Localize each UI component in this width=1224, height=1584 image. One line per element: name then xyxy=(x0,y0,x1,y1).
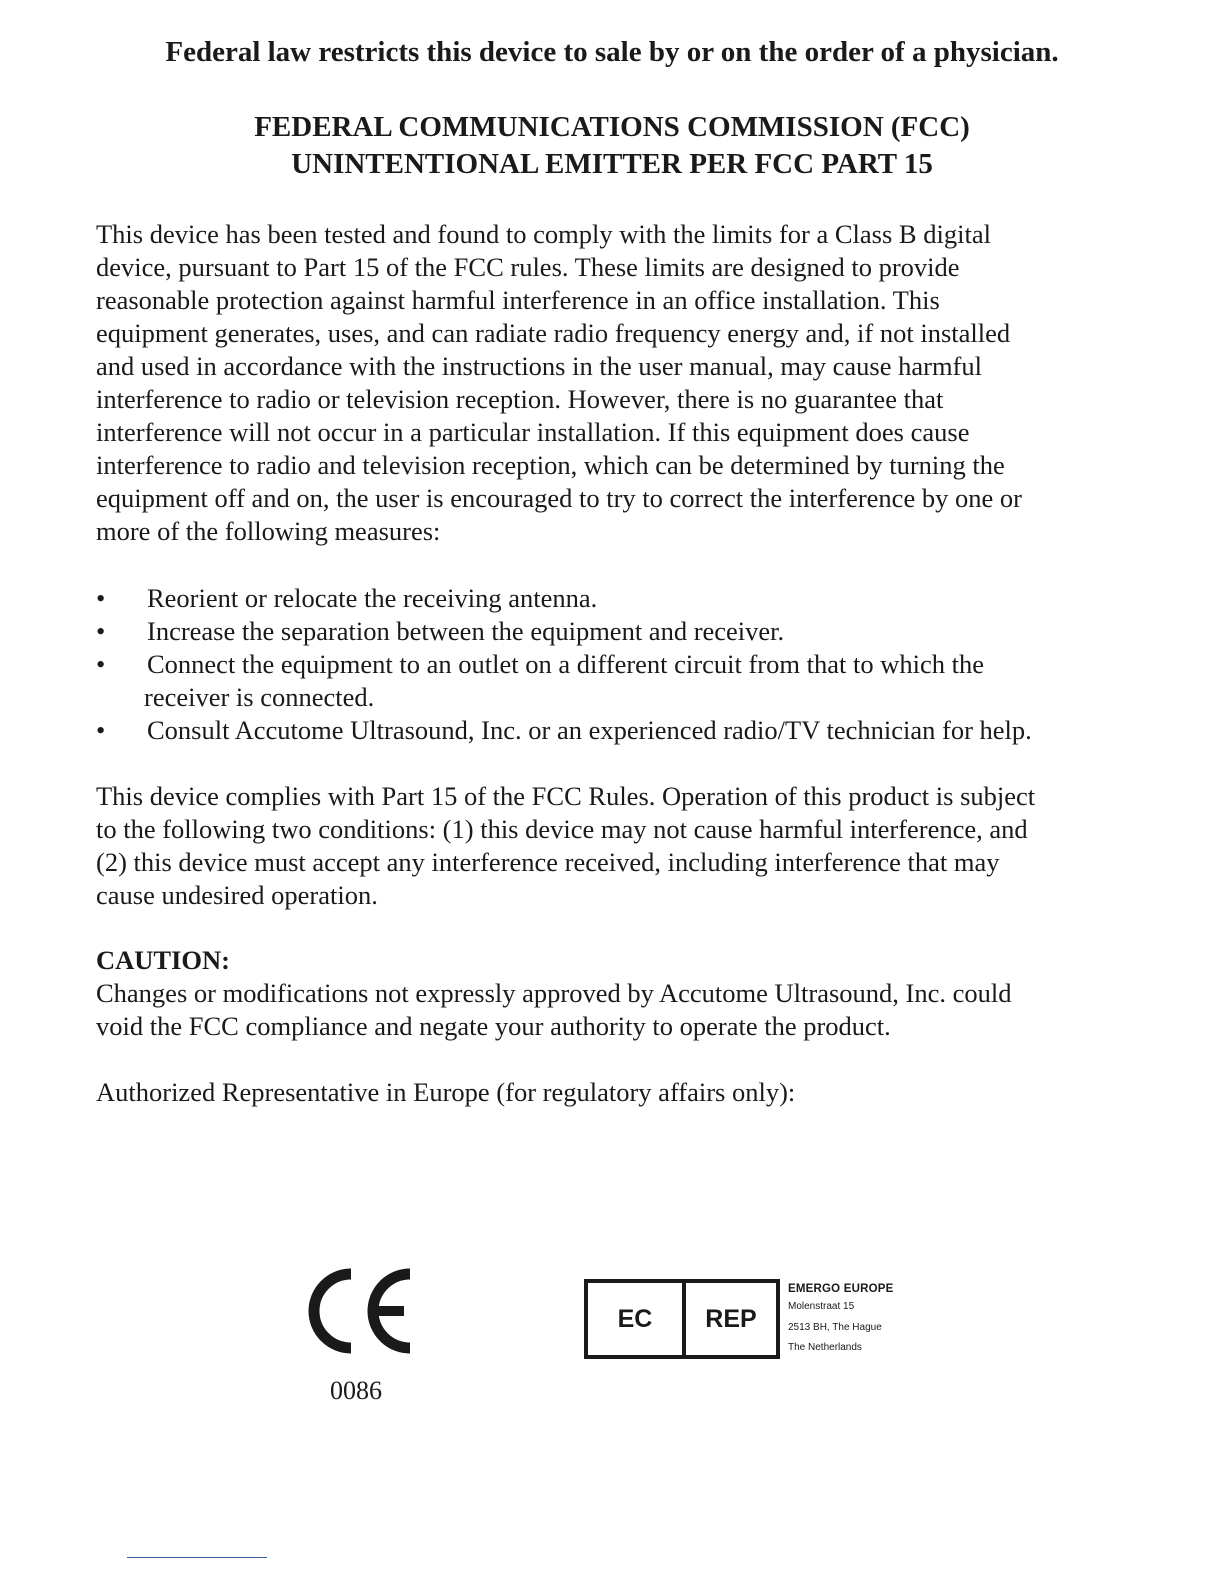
paragraph-line: interference to radio or television reception. However, there is no guarantee that xyxy=(96,384,944,414)
paragraph-line: cause undesired operation. xyxy=(96,880,378,910)
paragraph-line: (2) this device must accept any interference received, including interference that may xyxy=(96,847,1000,877)
list-item xyxy=(96,714,1126,747)
bullet-icon: • xyxy=(96,583,106,613)
ec-rep-left-label: EC xyxy=(588,1283,686,1355)
list-item-text: Increase the separation between the equipment and receiver. xyxy=(147,616,785,646)
paragraph-line: to the following two conditions: (1) this device may not cause harmful interference, and xyxy=(96,814,1028,844)
fcc-heading-line-1: FEDERAL COMMUNICATIONS COMMISSION (FCC) xyxy=(254,111,970,143)
ce-mark-icon xyxy=(296,1264,416,1358)
list-item-text: Consult Accutome Ultrasound, Inc. or an experienced radio/TV technician for help. xyxy=(147,715,1032,745)
interference-measures-list xyxy=(96,582,1126,747)
list-item-text: Connect the equipment to an outlet on a different circuit from that to which the xyxy=(147,649,984,679)
paragraph-line: interference will not occur in a particular installation. If this equipment does cause xyxy=(96,417,970,447)
rep-address-line: Molenstraat 15 xyxy=(788,1301,855,1312)
caution-heading: CAUTION: xyxy=(96,945,230,975)
authorized-representative-line xyxy=(96,1076,1106,1109)
paragraph-line: Authorized Representative in Europe (for regulatory affairs only): xyxy=(96,1077,796,1107)
paragraph-line: equipment generates, uses, and can radiate radio frequency energy and, if not installed xyxy=(96,318,1011,348)
footer-link-underline xyxy=(127,1557,267,1558)
fcc-compliance-paragraph xyxy=(96,218,1106,548)
list-item xyxy=(96,648,1126,714)
paragraph-line: This device has been tested and found to comply with the limits for a Class B digital xyxy=(96,219,991,249)
ce-notified-body-number: 0086 xyxy=(330,1376,382,1405)
rep-address-line: 2513 BH, The Hague xyxy=(788,1321,882,1333)
european-representative-address xyxy=(788,1281,893,1359)
list-item xyxy=(96,615,1126,648)
paragraph-line: reasonable protection against harmful interference in an office installation. This xyxy=(96,285,940,315)
ec-rep-right-label: REP xyxy=(705,1304,757,1333)
prescription-notice: Federal law restricts this device to sale by or on the order of a physician. xyxy=(165,36,1059,68)
part15-conditions-paragraph xyxy=(96,780,1106,912)
rep-address-line: The Netherlands xyxy=(788,1342,862,1353)
bullet-icon: • xyxy=(96,649,106,679)
list-item-text-continued: receiver is connected. xyxy=(144,682,375,712)
bullet-icon: • xyxy=(96,616,106,646)
caution-text xyxy=(96,977,1106,1043)
paragraph-line: void the FCC compliance and negate your authority to operate the product. xyxy=(96,1011,891,1041)
bullet-icon: • xyxy=(96,715,106,745)
paragraph-line: This device complies with Part 15 of the FCC Rules. Operation of this product is subject xyxy=(96,781,1036,811)
rep-company-name: EMERGO EUROPE xyxy=(788,1283,894,1295)
list-item-text: Reorient or relocate the receiving antenna. xyxy=(147,583,598,613)
fcc-heading xyxy=(0,109,1224,183)
fcc-heading-line-2: UNINTENTIONAL EMITTER PER FCC PART 15 xyxy=(291,148,933,180)
paragraph-line: more of the following measures: xyxy=(96,516,441,546)
paragraph-line: interference to radio and television reception, which can be determined by turning the xyxy=(96,450,1005,480)
paragraph-line: Changes or modifications not expressly approved by Accutome Ultrasound, Inc. could xyxy=(96,978,1012,1008)
paragraph-line: equipment off and on, the user is encouraged to try to correct the interference by one or xyxy=(96,483,1022,513)
paragraph-line: device, pursuant to Part 15 of the FCC rules. These limits are designed to provide xyxy=(96,252,960,282)
ec-rep-symbol xyxy=(584,1279,780,1359)
paragraph-line: and used in accordance with the instructions in the user manual, may cause harmful xyxy=(96,351,982,381)
list-item xyxy=(96,582,1126,615)
